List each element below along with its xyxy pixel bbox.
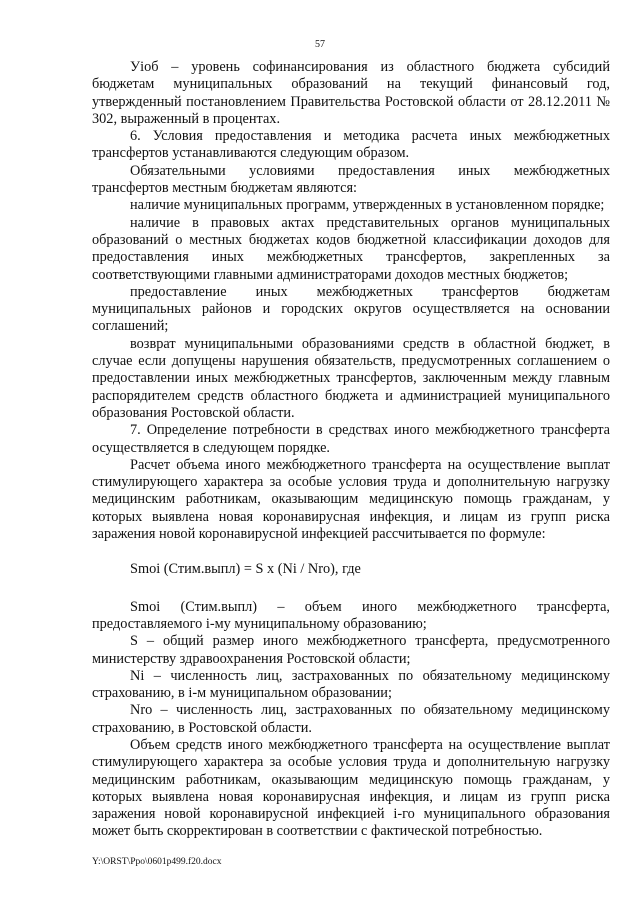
paragraph-condition-programs: наличие муниципальных программ, утвержденных в установленном порядке; [130, 197, 605, 214]
paragraph-uiob-definition: Уioб – уровень софинансирования из областного бюджета субсидий бюджетам муниципальных образований на текущий финансовый год, утвержденный постановлением Правительства Ростовской области от 28.12.2011 № 302, выраженный в процентах. [92, 59, 610, 127]
paragraph-smoi-definition: Smoi (Стим.выпл) – объем иного межбюджетного трансферта, предоставляемого i-му муниципальному образованию; [92, 598, 610, 632]
paragraph-adjustment: Объем средств иного межбюджетного трансферта на осуществление выплат стимулирующего характера за особые условия труда и дополнительную нагрузку медицинским работникам, оказывающим медицинскую помощь гражданам, у которых выявлена новая коронавирусная инфекция, и лицам из групп риска заражения новой коронавирусной инфекцией i-го муниципального образования может быть скорректирован в соответствии с фактической потребностью. [92, 736, 610, 840]
paragraph-nro-definition: Nro – численность лиц, застрахованных по обязательному медицинскому страхованию, в Ростовской области. [92, 702, 610, 736]
paragraph-condition-refund: возврат муниципальными образованиями средств в областной бюджет, в случае если допущены нарушения обязательств, предусмотренных соглашением о предоставлении иных межбюджетных трансфертов, заключенным между главным распорядителем средств областного бюджета и администрацией муниципального образования Ростовской области. [92, 335, 610, 421]
paragraph-mandatory-conditions: Обязательными условиями предоставления иных межбюджетных трансфертов местным бюджетам являются: [92, 162, 610, 197]
paragraph-condition-codes: наличие в правовых актах представительных органов муниципальных образований о местных бюджетах кодов бюджетной классификации доходов для предоставления иных межбюджетных трансфертов, закрепленных за соответствующими главными администраторами доходов местных бюджетов; [92, 214, 610, 283]
footer-file-path: Y:\ORST\Ppo\0601p499.f20.docx [92, 857, 222, 867]
paragraph-s-definition: S – общий размер иного межбюджетного трансферта, предусмотренного министерству здравоохранения Ростовской области; [92, 633, 610, 667]
paragraph-section-6: 6. Условия предоставления и методика расчета иных межбюджетных трансфертов устанавливаются следующим образом. [92, 128, 610, 162]
page-number: 57 [315, 39, 325, 50]
paragraph-calculation-intro: Расчет объема иного межбюджетного трансферта на осуществление выплат стимулирующего характера за особые условия труда и дополнительную нагрузку медицинским работникам, оказывающим медицинскую помощь гражданам, у которых выявлена новая коронавирусная инфекция, и лицам из групп риска заражения новой коронавирусной инфекцией рассчитывается по формуле: [92, 456, 610, 543]
paragraph-condition-agreements: предоставление иных межбюджетных трансфертов бюджетам муниципальных районов и городских округов осуществляется на основании соглашений; [92, 283, 610, 335]
document-body [92, 59, 610, 841]
formula: Smoi (Стим.выпл) = S x (Ni / Nro), где [130, 561, 361, 578]
paragraph-ni-definition: Ni – численность лиц, застрахованных по обязательному медицинскому страхованию, в i-м муниципальном образовании; [92, 667, 610, 702]
paragraph-section-7: 7. Определение потребности в средствах иного межбюджетного трансферта осуществляется в следующем порядке. [92, 422, 610, 456]
